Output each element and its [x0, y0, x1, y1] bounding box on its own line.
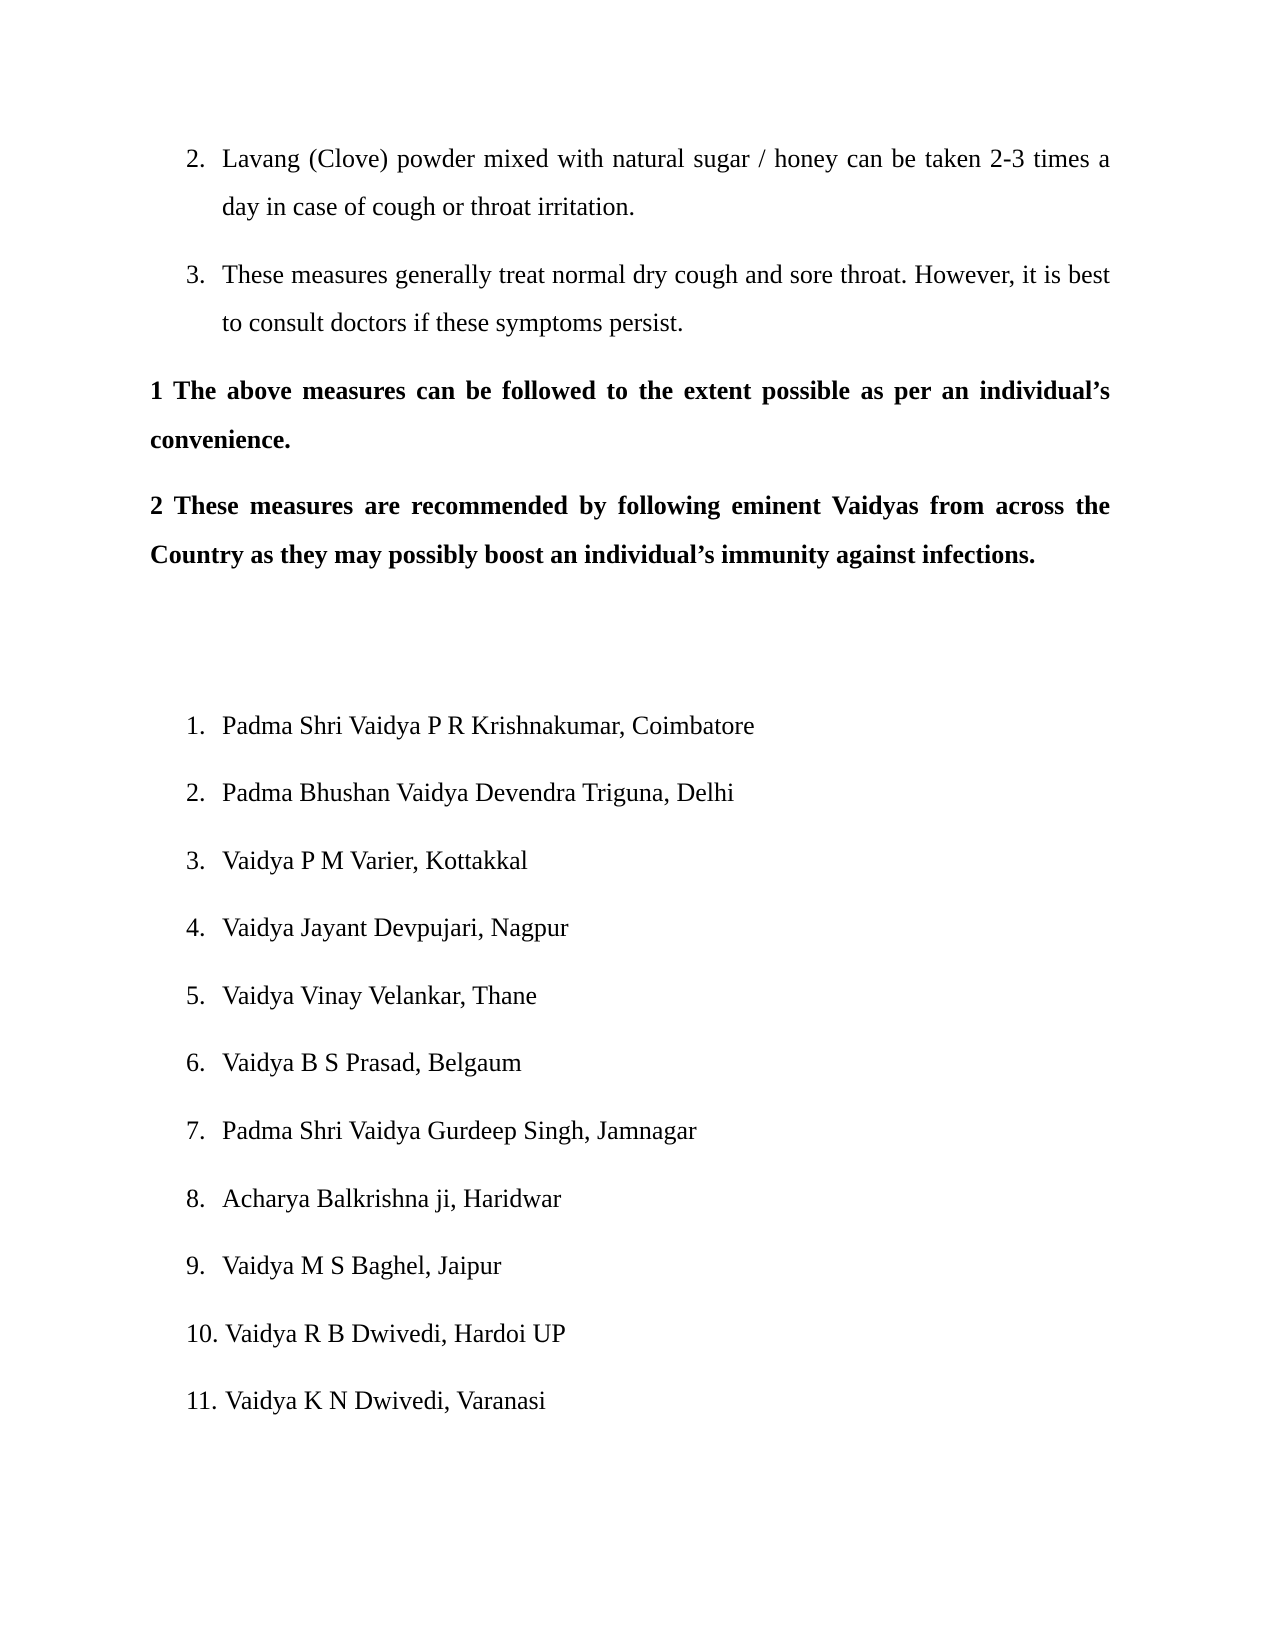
vaidya-name: Vaidya R B Dwivedi, Hardoi UP — [225, 1319, 566, 1348]
vaidya-name: Vaidya K N Dwivedi, Varanasi — [225, 1386, 546, 1415]
vaidya-list-item — [150, 1175, 1110, 1223]
note-paragraph: 1 The above measures can be followed to the extent possible as per an individual’s convenience. — [150, 376, 1110, 454]
vaidya-list-item — [150, 837, 1110, 885]
vaidya-name: Padma Shri Vaidya P R Krishnakumar, Coimbatore — [222, 711, 755, 740]
vaidya-name: Padma Shri Vaidya Gurdeep Singh, Jamnagar — [222, 1116, 697, 1145]
note-paragraph: 2 These measures are recommended by following eminent Vaidyas from across the Country as they may possibly boost an individual’s immunity against infections. — [150, 491, 1110, 569]
vaidya-name: Vaidya Vinay Velankar, Thane — [222, 981, 538, 1010]
remedy-text: These measures generally treat normal dry cough and sore throat. However, it is best to consult doctors if these symptoms persist. — [222, 260, 1110, 337]
vaidya-number: 4. — [186, 913, 206, 942]
vaidya-list-item — [150, 1310, 1110, 1358]
vaidya-list-item — [150, 972, 1110, 1020]
vaidya-list-item — [150, 769, 1110, 817]
vaidya-number: 9. — [186, 1251, 206, 1280]
remedy-number: 2. — [186, 144, 206, 173]
vaidya-list-item — [150, 1039, 1110, 1087]
remedy-number: 3. — [186, 260, 206, 289]
vaidya-number: 6. — [186, 1048, 206, 1077]
remedy-text: Lavang (Clove) powder mixed with natural sugar / honey can be taken 2-3 times a day in case of cough or throat irritation. — [222, 144, 1110, 221]
vaidya-number: 3. — [186, 846, 206, 875]
vaidya-list-item — [150, 702, 1110, 750]
vaidya-number: 5. — [186, 981, 206, 1010]
vaidya-name: Padma Bhushan Vaidya Devendra Triguna, Delhi — [222, 778, 735, 807]
vaidya-number: 1. — [186, 711, 206, 740]
vaidya-list-item — [150, 904, 1110, 952]
vaidya-name: Vaidya M S Baghel, Jaipur — [222, 1251, 502, 1280]
vaidya-list-item — [150, 1242, 1110, 1290]
vaidya-number: 11. — [186, 1386, 218, 1415]
vaidya-name: Vaidya P M Varier, Kottakkal — [222, 846, 528, 875]
vaidya-list-item — [150, 1107, 1110, 1155]
remedy-item — [150, 135, 1110, 231]
vaidya-name: Vaidya Jayant Devpujari, Nagpur — [222, 913, 569, 942]
vaidya-list-item — [150, 1377, 1110, 1425]
remedy-item — [150, 251, 1110, 347]
vaidya-number: 2. — [186, 778, 206, 807]
vaidya-name: Vaidya B S Prasad, Belgaum — [222, 1048, 522, 1077]
vaidya-name: Acharya Balkrishna ji, Haridwar — [222, 1184, 562, 1213]
vaidya-number: 8. — [186, 1184, 206, 1213]
vaidya-number: 10. — [186, 1319, 219, 1348]
vaidya-number: 7. — [186, 1116, 206, 1145]
